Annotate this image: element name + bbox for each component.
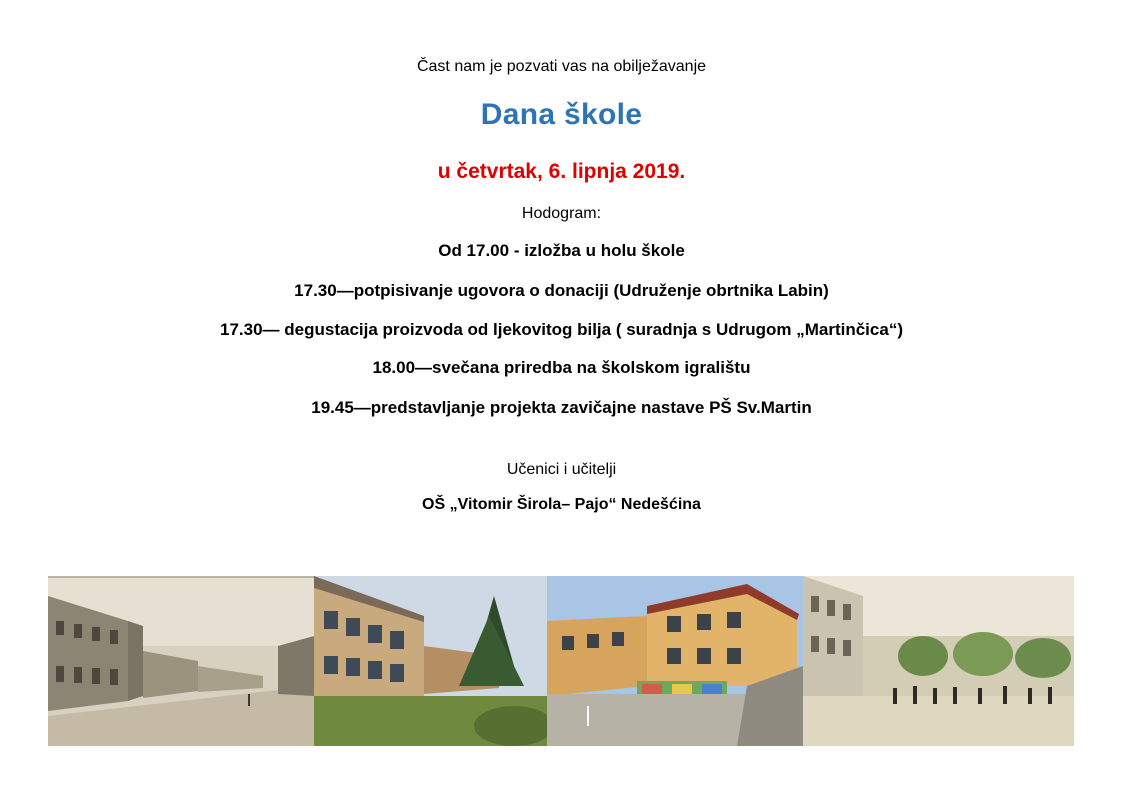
- schedule-label: Hodogram:: [521, 205, 602, 222]
- intro-text: Čast nam je pozvati vas na obilježavanje: [416, 58, 707, 75]
- school-yard-mural-photo: [547, 576, 803, 746]
- photo-strip: [48, 576, 1074, 746]
- schedule-item: Od 17.00 - izložba u holu škole: [438, 241, 685, 260]
- schedule-item: 19.45—predstavljanje projekta zavičajne nastave PŠ Sv.Martin: [311, 398, 812, 417]
- signature-line: Učenici i učitelji: [506, 461, 617, 478]
- schedule-item: 17.30— degustacija proizvoda od ljekovitog bilja ( suradnja s Udrugom „Martinčica“): [220, 320, 903, 339]
- event-title: Dana škole: [480, 98, 643, 131]
- schedule-item: 17.30—potpisivanje ugovora o donaciji (Udruženje obrtnika Labin): [294, 281, 829, 300]
- school-name: OŠ „Vitomir Širola– Pajo“ Nedešćina: [422, 496, 701, 513]
- colored-postcard-people-photo: [803, 576, 1074, 746]
- old-postcard-street-photo: [48, 576, 314, 746]
- event-date: u četvrtak, 6. lipnja 2019.: [437, 160, 686, 183]
- school-building-photo: [314, 576, 547, 746]
- schedule-item: 18.00—svečana priredba na školskom igralištu: [372, 358, 751, 377]
